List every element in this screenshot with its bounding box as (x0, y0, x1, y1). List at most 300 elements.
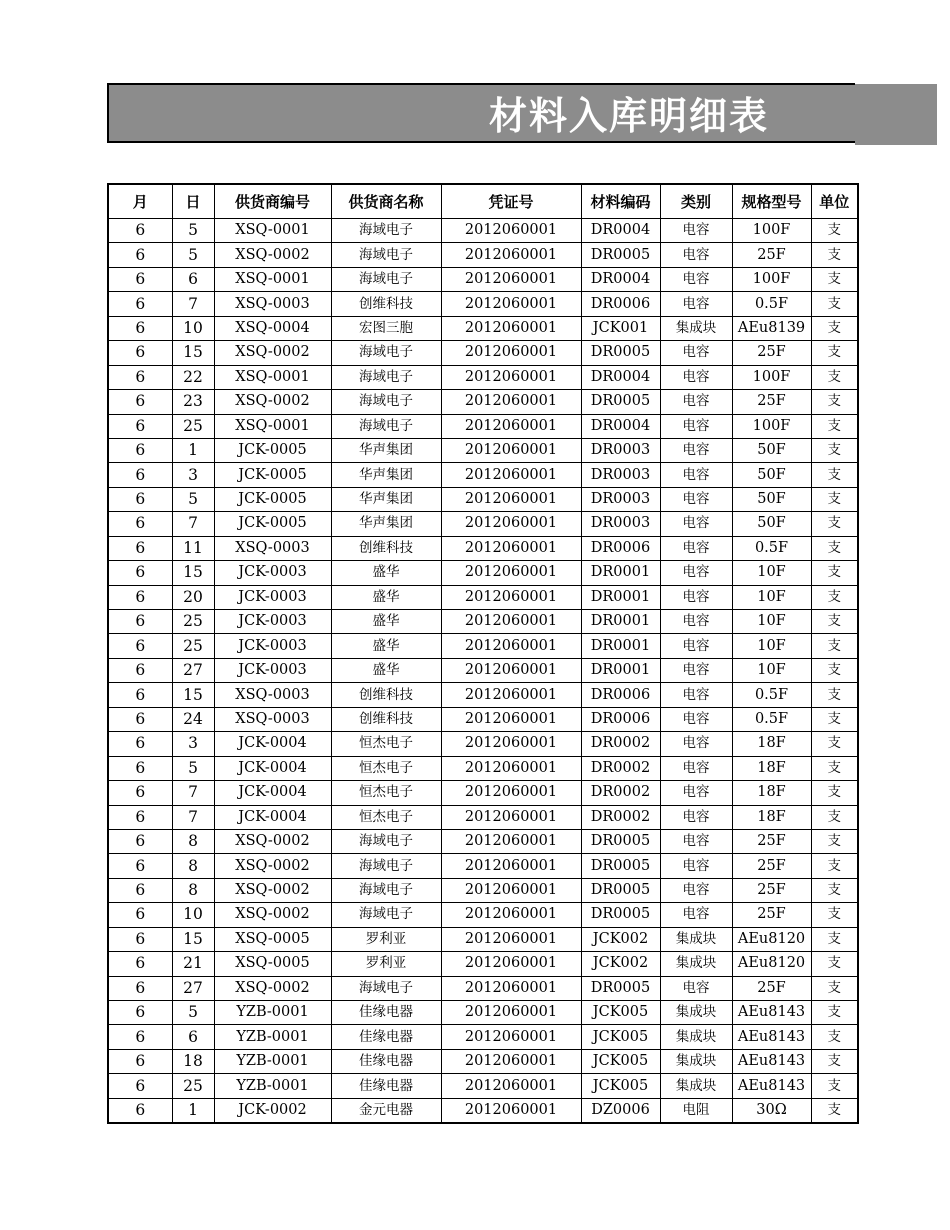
unit-cell: 支 (811, 561, 858, 585)
spec-model-cell: 50F (732, 487, 811, 511)
unit-cell: 支 (811, 610, 858, 634)
month-cell: 6 (108, 707, 172, 731)
day-cell: 5 (172, 487, 214, 511)
spec-model-cell: 0.5F (732, 683, 811, 707)
day-cell: 8 (172, 829, 214, 853)
day-cell: 10 (172, 316, 214, 340)
unit-cell: 支 (811, 365, 858, 389)
table-row (108, 683, 858, 707)
category-cell: 电容 (660, 365, 732, 389)
spec-model-cell: 10F (732, 585, 811, 609)
material-code-cell: DR0001 (581, 610, 660, 634)
spec-model-cell: 100F (732, 414, 811, 438)
month-cell: 6 (108, 610, 172, 634)
category-cell: 集成块 (660, 1074, 732, 1098)
table-row (108, 341, 858, 365)
supplier-name-cell: 海域电子 (331, 243, 441, 267)
supplier-name-cell: 海域电子 (331, 390, 441, 414)
unit-cell: 支 (811, 658, 858, 682)
supplier-code-cell: JCK-0003 (214, 561, 331, 585)
category-cell: 集成块 (660, 316, 732, 340)
voucher-no-cell: 2012060001 (441, 1074, 581, 1098)
material-code-cell: DR0002 (581, 781, 660, 805)
unit-cell: 支 (811, 756, 858, 780)
supplier-code-cell: XSQ-0005 (214, 952, 331, 976)
unit-cell: 支 (811, 316, 858, 340)
supplier-code-cell: XSQ-0002 (214, 243, 331, 267)
unit-cell: 支 (811, 463, 858, 487)
supplier-code-cell: XSQ-0003 (214, 707, 331, 731)
voucher-no-cell: 2012060001 (441, 267, 581, 291)
table-row (108, 585, 858, 609)
table-row (108, 1025, 858, 1049)
supplier-code-cell: JCK-0002 (214, 1098, 331, 1123)
day-cell: 5 (172, 1001, 214, 1025)
day-cell: 21 (172, 952, 214, 976)
day-cell: 27 (172, 976, 214, 1000)
supplier-code-cell: XSQ-0002 (214, 390, 331, 414)
spec-model-cell: AEu8120 (732, 952, 811, 976)
material-code-cell: DR0003 (581, 463, 660, 487)
voucher-no-cell: 2012060001 (441, 390, 581, 414)
col-header-month: 月 (108, 184, 172, 219)
material-code-cell: DR0002 (581, 756, 660, 780)
supplier-name-cell: 海域电子 (331, 219, 441, 243)
voucher-no-cell: 2012060001 (441, 903, 581, 927)
material-code-cell: DR0001 (581, 561, 660, 585)
spec-model-cell: 18F (732, 805, 811, 829)
day-cell: 1 (172, 438, 214, 462)
supplier-code-cell: XSQ-0004 (214, 316, 331, 340)
supplier-code-cell: XSQ-0002 (214, 976, 331, 1000)
supplier-name-cell: 创维科技 (331, 683, 441, 707)
supplier-code-cell: JCK-0005 (214, 512, 331, 536)
unit-cell: 支 (811, 1025, 858, 1049)
voucher-no-cell: 2012060001 (441, 756, 581, 780)
spec-model-cell: 30Ω (732, 1098, 811, 1123)
voucher-no-cell: 2012060001 (441, 927, 581, 951)
month-cell: 6 (108, 341, 172, 365)
supplier-name-cell: 佳缘电器 (331, 1049, 441, 1073)
unit-cell: 支 (811, 903, 858, 927)
voucher-no-cell: 2012060001 (441, 561, 581, 585)
material-code-cell: DR0004 (581, 414, 660, 438)
month-cell: 6 (108, 414, 172, 438)
category-cell: 电容 (660, 854, 732, 878)
voucher-no-cell: 2012060001 (441, 512, 581, 536)
voucher-no-cell: 2012060001 (441, 781, 581, 805)
material-code-cell: DR0002 (581, 732, 660, 756)
table-row (108, 707, 858, 731)
material-code-cell: DR0005 (581, 390, 660, 414)
supplier-code-cell: XSQ-0003 (214, 292, 331, 316)
category-cell: 电容 (660, 732, 732, 756)
month-cell: 6 (108, 487, 172, 511)
spec-model-cell: 50F (732, 512, 811, 536)
unit-cell: 支 (811, 487, 858, 511)
day-cell: 6 (172, 1025, 214, 1049)
voucher-no-cell: 2012060001 (441, 438, 581, 462)
supplier-code-cell: JCK-0003 (214, 658, 331, 682)
material-code-cell: DR0002 (581, 805, 660, 829)
table-row (108, 610, 858, 634)
day-cell: 1 (172, 1098, 214, 1123)
supplier-name-cell: 华声集团 (331, 512, 441, 536)
table-row (108, 536, 858, 560)
spec-model-cell: 10F (732, 610, 811, 634)
unit-cell: 支 (811, 341, 858, 365)
material-code-cell: DR0005 (581, 903, 660, 927)
material-code-cell: JCK001 (581, 316, 660, 340)
supplier-code-cell: XSQ-0001 (214, 365, 331, 389)
day-cell: 15 (172, 683, 214, 707)
day-cell: 6 (172, 267, 214, 291)
table-row (108, 316, 858, 340)
supplier-name-cell: 海域电子 (331, 341, 441, 365)
table-row (108, 487, 858, 511)
category-cell: 电容 (660, 707, 732, 731)
day-cell: 15 (172, 561, 214, 585)
category-cell: 电容 (660, 805, 732, 829)
material-inbound-table (107, 183, 859, 1124)
col-header-category: 类别 (660, 184, 732, 219)
spec-model-cell: 25F (732, 878, 811, 902)
voucher-no-cell: 2012060001 (441, 732, 581, 756)
supplier-code-cell: YZB-0001 (214, 1049, 331, 1073)
supplier-name-cell: 海域电子 (331, 365, 441, 389)
day-cell: 8 (172, 878, 214, 902)
table-row (108, 903, 858, 927)
category-cell: 电阻 (660, 1098, 732, 1123)
supplier-code-cell: XSQ-0002 (214, 341, 331, 365)
day-cell: 3 (172, 463, 214, 487)
supplier-code-cell: YZB-0001 (214, 1001, 331, 1025)
voucher-no-cell: 2012060001 (441, 341, 581, 365)
spec-model-cell: 10F (732, 634, 811, 658)
material-code-cell: DR0003 (581, 438, 660, 462)
month-cell: 6 (108, 438, 172, 462)
material-code-cell: JCK005 (581, 1025, 660, 1049)
month-cell: 6 (108, 781, 172, 805)
month-cell: 6 (108, 634, 172, 658)
supplier-code-cell: JCK-0003 (214, 610, 331, 634)
voucher-no-cell: 2012060001 (441, 292, 581, 316)
supplier-name-cell: 佳缘电器 (331, 1025, 441, 1049)
unit-cell: 支 (811, 854, 858, 878)
supplier-name-cell: 华声集团 (331, 487, 441, 511)
supplier-name-cell: 海域电子 (331, 854, 441, 878)
month-cell: 6 (108, 732, 172, 756)
table-row (108, 512, 858, 536)
supplier-name-cell: 恒杰电子 (331, 805, 441, 829)
voucher-no-cell: 2012060001 (441, 365, 581, 389)
month-cell: 6 (108, 805, 172, 829)
month-cell: 6 (108, 219, 172, 243)
day-cell: 20 (172, 585, 214, 609)
material-code-cell: DZ0006 (581, 1098, 660, 1123)
voucher-no-cell: 2012060001 (441, 952, 581, 976)
voucher-no-cell: 2012060001 (441, 414, 581, 438)
supplier-name-cell: 盛华 (331, 585, 441, 609)
day-cell: 25 (172, 610, 214, 634)
col-header-voucher-no: 凭证号 (441, 184, 581, 219)
header-row (108, 184, 858, 219)
voucher-no-cell: 2012060001 (441, 1001, 581, 1025)
day-cell: 25 (172, 1074, 214, 1098)
supplier-code-cell: XSQ-0003 (214, 683, 331, 707)
table-row (108, 976, 858, 1000)
category-cell: 电容 (660, 292, 732, 316)
col-header-supplier-code: 供货商编号 (214, 184, 331, 219)
unit-cell: 支 (811, 390, 858, 414)
material-code-cell: DR0006 (581, 292, 660, 316)
month-cell: 6 (108, 658, 172, 682)
category-cell: 电容 (660, 414, 732, 438)
supplier-code-cell: JCK-0005 (214, 438, 331, 462)
unit-cell: 支 (811, 292, 858, 316)
category-cell: 集成块 (660, 1025, 732, 1049)
supplier-code-cell: YZB-0001 (214, 1025, 331, 1049)
month-cell: 6 (108, 927, 172, 951)
category-cell: 电容 (660, 610, 732, 634)
spec-model-cell: 100F (732, 365, 811, 389)
table-row (108, 243, 858, 267)
unit-cell: 支 (811, 512, 858, 536)
voucher-no-cell: 2012060001 (441, 610, 581, 634)
table-row (108, 414, 858, 438)
table-row (108, 658, 858, 682)
spec-model-cell: 25F (732, 243, 811, 267)
voucher-no-cell: 2012060001 (441, 829, 581, 853)
material-code-cell: DR0004 (581, 365, 660, 389)
month-cell: 6 (108, 512, 172, 536)
supplier-code-cell: JCK-0004 (214, 756, 331, 780)
supplier-name-cell: 恒杰电子 (331, 732, 441, 756)
material-code-cell: DR0001 (581, 634, 660, 658)
category-cell: 电容 (660, 683, 732, 707)
unit-cell: 支 (811, 707, 858, 731)
category-cell: 电容 (660, 878, 732, 902)
spec-model-cell: 25F (732, 903, 811, 927)
spec-model-cell: 10F (732, 658, 811, 682)
category-cell: 电容 (660, 658, 732, 682)
month-cell: 6 (108, 878, 172, 902)
supplier-code-cell: XSQ-0002 (214, 878, 331, 902)
spec-model-cell: 0.5F (732, 536, 811, 560)
spec-model-cell: 0.5F (732, 707, 811, 731)
col-header-unit: 单位 (811, 184, 858, 219)
voucher-no-cell: 2012060001 (441, 707, 581, 731)
voucher-no-cell: 2012060001 (441, 1098, 581, 1123)
spec-model-cell: 25F (732, 829, 811, 853)
supplier-name-cell: 佳缘电器 (331, 1074, 441, 1098)
month-cell: 6 (108, 829, 172, 853)
month-cell: 6 (108, 1049, 172, 1073)
supplier-name-cell: 华声集团 (331, 463, 441, 487)
supplier-code-cell: JCK-0005 (214, 463, 331, 487)
unit-cell: 支 (811, 829, 858, 853)
table-row (108, 805, 858, 829)
table-row (108, 732, 858, 756)
table-row (108, 854, 858, 878)
table-row (108, 390, 858, 414)
supplier-code-cell: YZB-0001 (214, 1074, 331, 1098)
month-cell: 6 (108, 1074, 172, 1098)
day-cell: 7 (172, 781, 214, 805)
day-cell: 5 (172, 243, 214, 267)
spec-model-cell: 18F (732, 756, 811, 780)
unit-cell: 支 (811, 585, 858, 609)
material-code-cell: JCK002 (581, 927, 660, 951)
voucher-no-cell: 2012060001 (441, 878, 581, 902)
supplier-name-cell: 创维科技 (331, 536, 441, 560)
table-row (108, 756, 858, 780)
unit-cell: 支 (811, 976, 858, 1000)
voucher-no-cell: 2012060001 (441, 1049, 581, 1073)
month-cell: 6 (108, 243, 172, 267)
month-cell: 6 (108, 292, 172, 316)
supplier-code-cell: JCK-0004 (214, 732, 331, 756)
table-row (108, 927, 858, 951)
spec-model-cell: 100F (732, 267, 811, 291)
unit-cell: 支 (811, 732, 858, 756)
category-cell: 电容 (660, 341, 732, 365)
voucher-no-cell: 2012060001 (441, 463, 581, 487)
month-cell: 6 (108, 463, 172, 487)
unit-cell: 支 (811, 805, 858, 829)
category-cell: 集成块 (660, 1001, 732, 1025)
month-cell: 6 (108, 952, 172, 976)
month-cell: 6 (108, 976, 172, 1000)
material-code-cell: DR0003 (581, 487, 660, 511)
col-header-material-code: 材料编码 (581, 184, 660, 219)
unit-cell: 支 (811, 243, 858, 267)
material-code-cell: DR0005 (581, 878, 660, 902)
material-code-cell: DR0005 (581, 976, 660, 1000)
month-cell: 6 (108, 1025, 172, 1049)
day-cell: 15 (172, 927, 214, 951)
unit-cell: 支 (811, 1049, 858, 1073)
table-row (108, 267, 858, 291)
voucher-no-cell: 2012060001 (441, 316, 581, 340)
supplier-code-cell: JCK-0004 (214, 805, 331, 829)
supplier-name-cell: 海域电子 (331, 414, 441, 438)
supplier-name-cell: 佳缘电器 (331, 1001, 441, 1025)
unit-cell: 支 (811, 414, 858, 438)
material-code-cell: DR0001 (581, 658, 660, 682)
unit-cell: 支 (811, 1074, 858, 1098)
category-cell: 电容 (660, 219, 732, 243)
supplier-name-cell: 恒杰电子 (331, 756, 441, 780)
supplier-name-cell: 创维科技 (331, 707, 441, 731)
material-code-cell: DR0005 (581, 243, 660, 267)
table-row (108, 1074, 858, 1098)
spec-model-cell: AEu8143 (732, 1025, 811, 1049)
material-code-cell: DR0006 (581, 683, 660, 707)
table-row (108, 292, 858, 316)
spec-model-cell: 25F (732, 854, 811, 878)
category-cell: 电容 (660, 976, 732, 1000)
category-cell: 电容 (660, 243, 732, 267)
table-row (108, 1049, 858, 1073)
category-cell: 电容 (660, 463, 732, 487)
month-cell: 6 (108, 536, 172, 560)
category-cell: 电容 (660, 585, 732, 609)
spec-model-cell: 25F (732, 976, 811, 1000)
supplier-name-cell: 海域电子 (331, 903, 441, 927)
category-cell: 电容 (660, 390, 732, 414)
spec-model-cell: AEu8120 (732, 927, 811, 951)
supplier-code-cell: XSQ-0002 (214, 903, 331, 927)
category-cell: 电容 (660, 561, 732, 585)
category-cell: 电容 (660, 267, 732, 291)
day-cell: 7 (172, 512, 214, 536)
supplier-code-cell: XSQ-0001 (214, 267, 331, 291)
material-code-cell: DR0001 (581, 585, 660, 609)
voucher-no-cell: 2012060001 (441, 976, 581, 1000)
spec-model-cell: 50F (732, 438, 811, 462)
supplier-code-cell: JCK-0003 (214, 585, 331, 609)
day-cell: 24 (172, 707, 214, 731)
material-code-cell: DR0004 (581, 267, 660, 291)
spec-model-cell: 25F (732, 341, 811, 365)
material-code-cell: DR0003 (581, 512, 660, 536)
supplier-name-cell: 华声集团 (331, 438, 441, 462)
unit-cell: 支 (811, 267, 858, 291)
supplier-code-cell: JCK-0003 (214, 634, 331, 658)
supplier-name-cell: 金元电器 (331, 1098, 441, 1123)
table-row (108, 878, 858, 902)
voucher-no-cell: 2012060001 (441, 658, 581, 682)
col-header-day: 日 (172, 184, 214, 219)
material-code-cell: JCK002 (581, 952, 660, 976)
title-bar-extension (855, 84, 937, 145)
table-row (108, 438, 858, 462)
day-cell: 3 (172, 732, 214, 756)
unit-cell: 支 (811, 219, 858, 243)
supplier-name-cell: 海域电子 (331, 878, 441, 902)
day-cell: 25 (172, 634, 214, 658)
day-cell: 7 (172, 805, 214, 829)
table-row (108, 1001, 858, 1025)
month-cell: 6 (108, 854, 172, 878)
material-code-cell: DR0006 (581, 707, 660, 731)
day-cell: 23 (172, 390, 214, 414)
spec-model-cell: 0.5F (732, 292, 811, 316)
day-cell: 18 (172, 1049, 214, 1073)
table-row (108, 634, 858, 658)
page-title: 材料入库明细表 (489, 93, 770, 138)
month-cell: 6 (108, 683, 172, 707)
supplier-code-cell: XSQ-0001 (214, 414, 331, 438)
supplier-name-cell: 盛华 (331, 561, 441, 585)
category-cell: 集成块 (660, 927, 732, 951)
supplier-name-cell: 罗利亚 (331, 952, 441, 976)
supplier-code-cell: XSQ-0001 (214, 219, 331, 243)
day-cell: 11 (172, 536, 214, 560)
category-cell: 电容 (660, 536, 732, 560)
supplier-code-cell: XSQ-0002 (214, 829, 331, 853)
supplier-code-cell: XSQ-0005 (214, 927, 331, 951)
day-cell: 5 (172, 756, 214, 780)
spec-model-cell: 10F (732, 561, 811, 585)
unit-cell: 支 (811, 536, 858, 560)
supplier-name-cell: 宏图三胞 (331, 316, 441, 340)
spec-model-cell: 25F (732, 390, 811, 414)
day-cell: 22 (172, 365, 214, 389)
material-code-cell: DR0004 (581, 219, 660, 243)
month-cell: 6 (108, 267, 172, 291)
